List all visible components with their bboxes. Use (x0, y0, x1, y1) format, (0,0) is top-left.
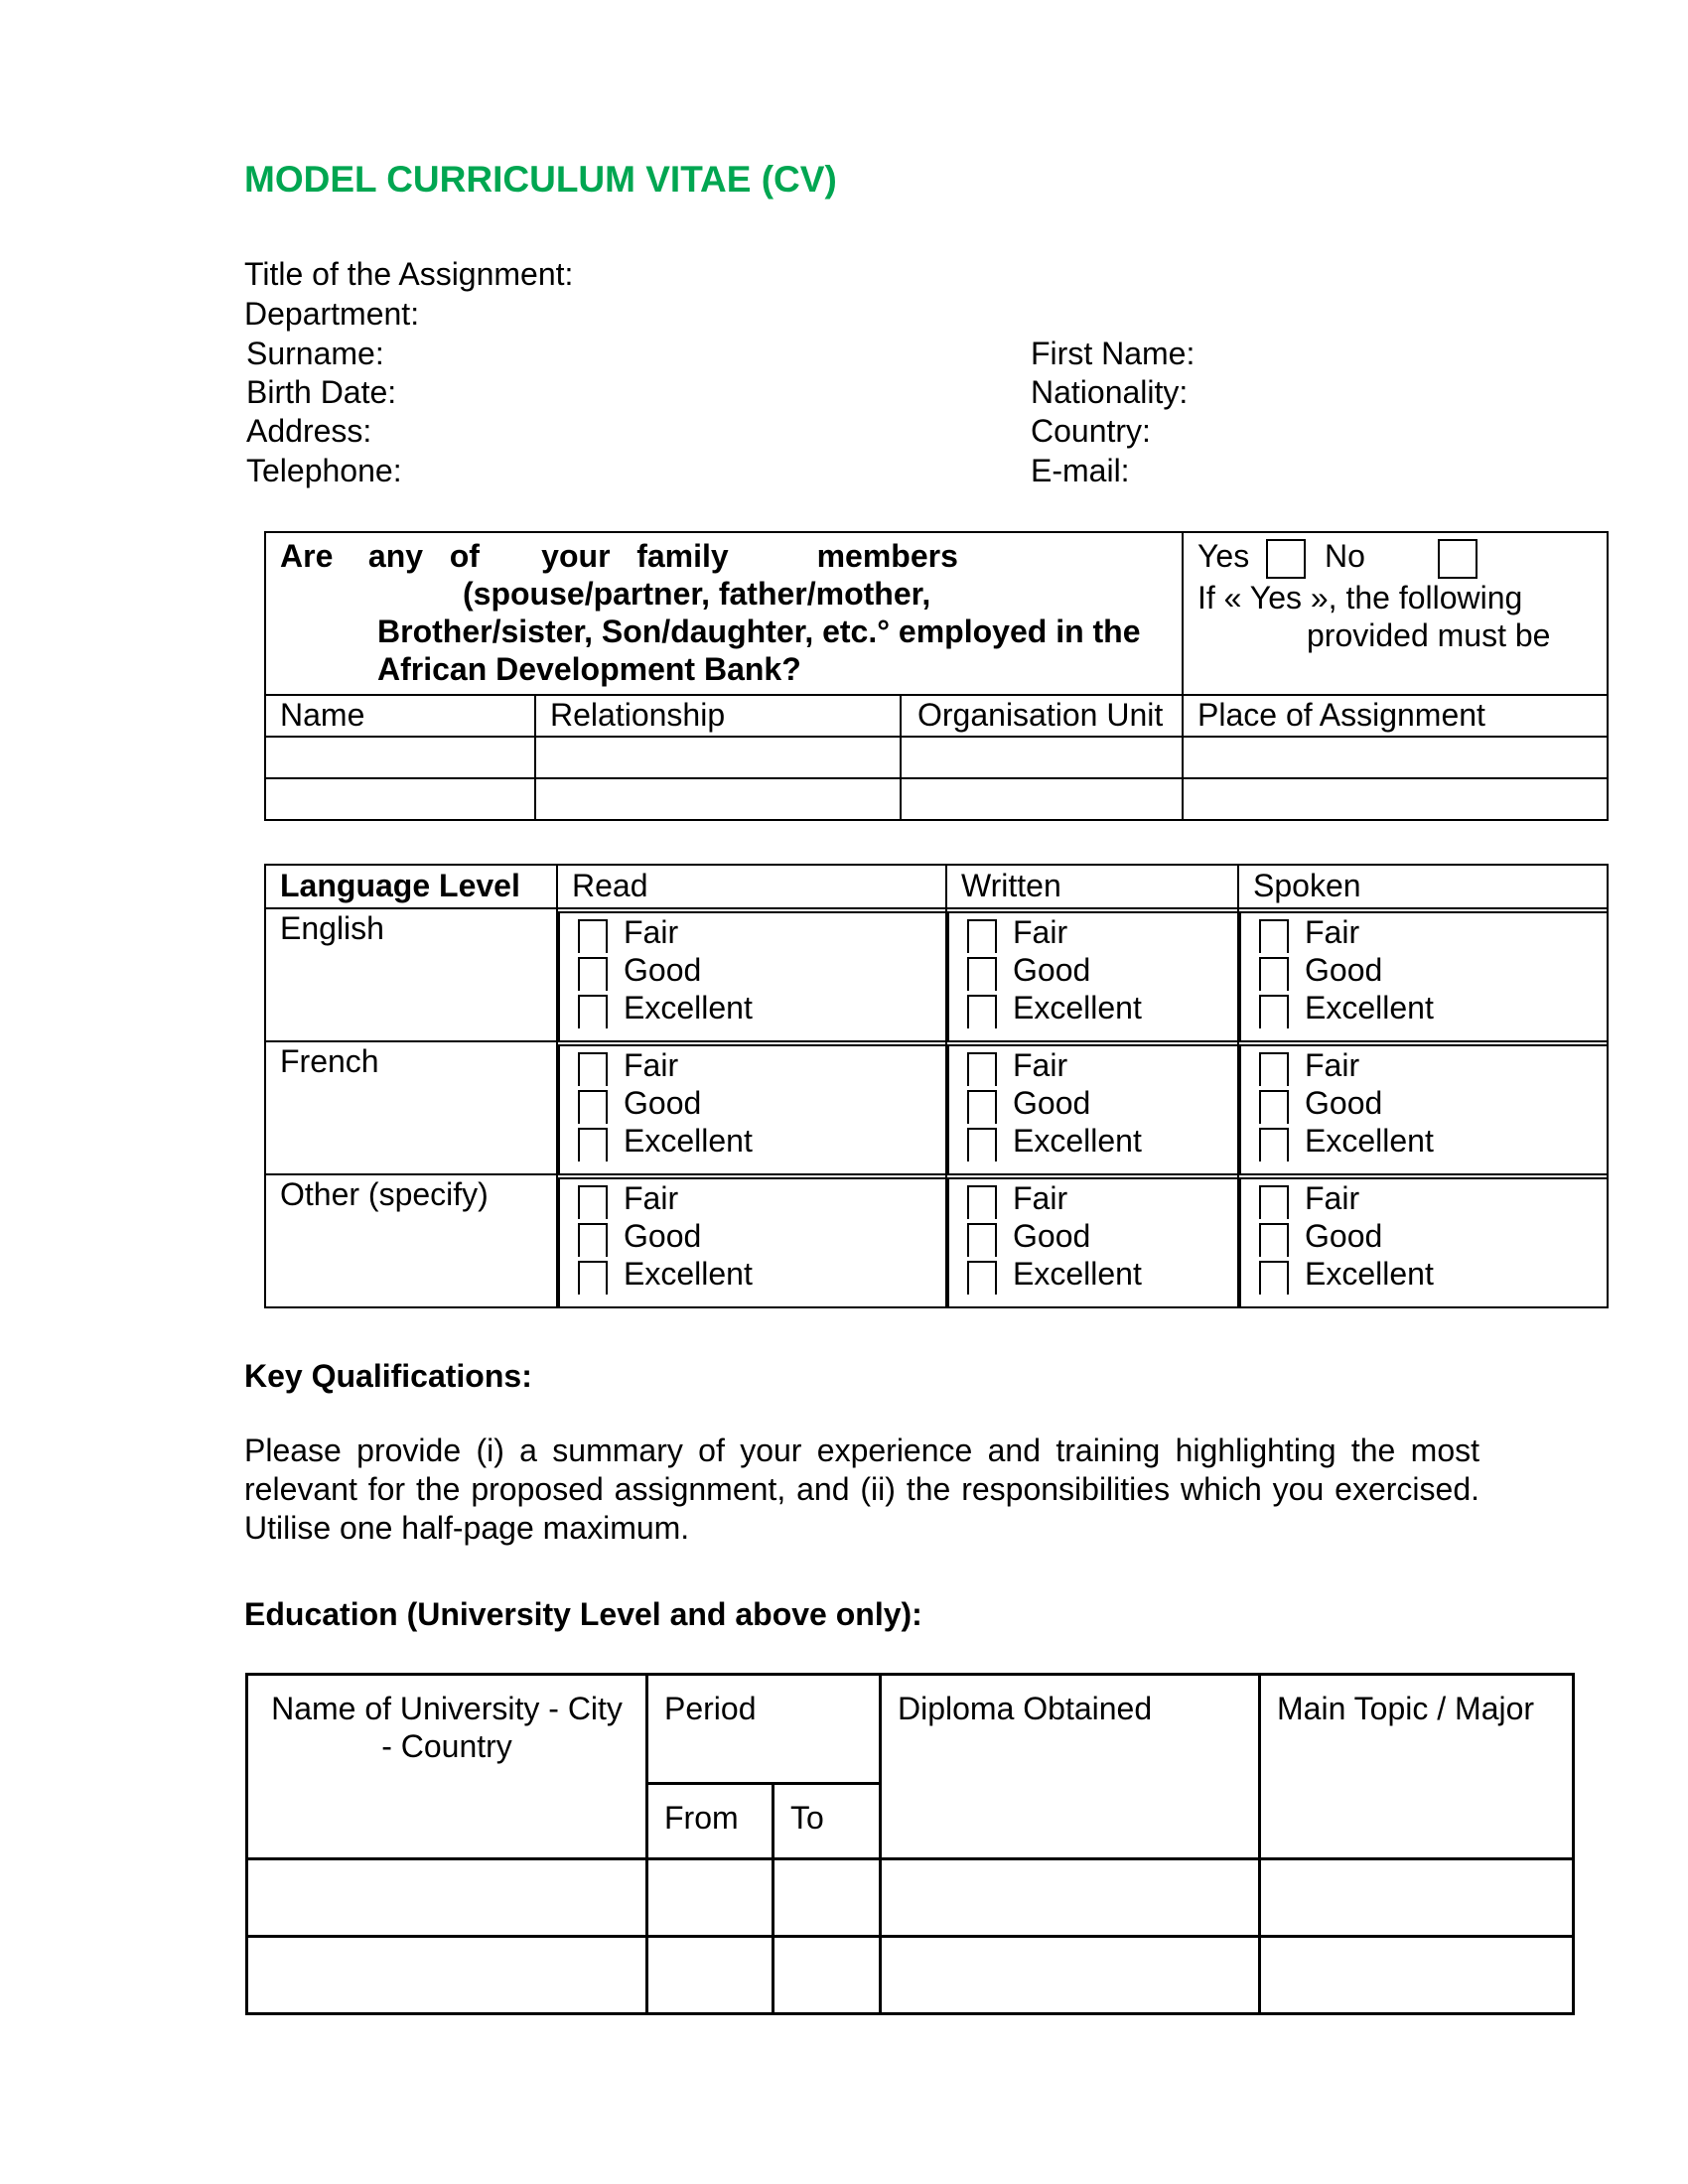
french-written-fair-checkbox[interactable] (967, 1052, 997, 1086)
col-diploma: Diploma Obtained (881, 1675, 1260, 1859)
surname-label: Surname: (246, 336, 384, 371)
col-relationship: Relationship (535, 695, 901, 737)
level-label: Excellent (1013, 990, 1142, 1025)
french-spoken-excellent-checkbox[interactable] (1259, 1128, 1289, 1161)
family-relationship-input[interactable] (535, 737, 901, 778)
birth-date-label: Birth Date: (246, 374, 397, 410)
english-read-excellent-checkbox[interactable] (578, 995, 608, 1028)
other-written-cell (946, 1174, 1238, 1307)
level-label: Excellent (1013, 1256, 1142, 1292)
family-relationship-input[interactable] (535, 778, 901, 820)
education-heading: Education (University Level and above only): (244, 1596, 922, 1632)
level-label: Good (1305, 1218, 1383, 1254)
first-name-label: First Name: (1031, 336, 1196, 371)
nationality-label: Nationality: (1031, 374, 1189, 410)
english-written-excellent-checkbox[interactable] (967, 995, 997, 1028)
yes-checkbox[interactable] (1266, 539, 1306, 579)
other-read-fair-checkbox[interactable] (578, 1185, 608, 1219)
english-spoken-fair-checkbox[interactable] (1259, 919, 1289, 953)
french-written-excellent-checkbox[interactable] (967, 1128, 997, 1161)
assignment-label: Title of the Assignment: (244, 256, 574, 292)
level-label: Good (1013, 1085, 1091, 1121)
family-name-input[interactable] (265, 737, 535, 778)
family-place-input[interactable] (1183, 778, 1608, 820)
english-read-fair-checkbox[interactable] (578, 919, 608, 953)
telephone-label: Telephone: (246, 453, 402, 488)
family-question-line3: Brother/sister, Son/daughter, etc.° employed in the (377, 614, 1141, 649)
level-label: Good (624, 952, 702, 988)
email-label: E-mail: (1031, 453, 1130, 488)
french-written-good-checkbox[interactable] (967, 1090, 997, 1124)
language-level-table (264, 864, 1609, 1308)
address-label: Address: (246, 413, 372, 449)
family-note-line1: If « Yes », the following (1197, 579, 1523, 615)
col-read: Read (557, 865, 946, 908)
family-unit-input[interactable] (901, 737, 1183, 778)
french-read-fair-checkbox[interactable] (578, 1052, 608, 1086)
family-question-line2: (spouse/partner, father/mother, (463, 576, 931, 612)
level-label: Excellent (624, 1256, 753, 1292)
other-read-excellent-checkbox[interactable] (578, 1261, 608, 1295)
language-level-header: Language Level (265, 865, 557, 908)
level-label: Good (1305, 1085, 1383, 1121)
other-spoken-fair-checkbox[interactable] (1259, 1185, 1289, 1219)
family-members-table (264, 531, 1609, 821)
level-label: Good (624, 1218, 702, 1254)
english-written-good-checkbox[interactable] (967, 957, 997, 991)
english-written-cell (946, 908, 1238, 1041)
key-qualifications-heading: Key Qualifications: (244, 1358, 532, 1394)
level-label: Excellent (1305, 990, 1434, 1025)
other-written-fair-checkbox[interactable] (967, 1185, 997, 1219)
english-read-good-checkbox[interactable] (578, 957, 608, 991)
other-read-good-checkbox[interactable] (578, 1223, 608, 1257)
col-period: Period (647, 1675, 881, 1784)
french-read-good-checkbox[interactable] (578, 1090, 608, 1124)
level-label: Good (1013, 952, 1091, 988)
yes-label: Yes (1197, 538, 1250, 574)
family-question-line4: African Development Bank? (377, 651, 801, 687)
english-spoken-excellent-checkbox[interactable] (1259, 995, 1289, 1028)
col-university (247, 1675, 647, 1859)
col-spoken: Spoken (1238, 865, 1608, 908)
level-label: Good (1305, 952, 1383, 988)
french-spoken-good-checkbox[interactable] (1259, 1090, 1289, 1124)
french-spoken-fair-checkbox[interactable] (1259, 1052, 1289, 1086)
other-spoken-cell (1238, 1174, 1608, 1307)
level-label: Excellent (624, 1123, 753, 1159)
level-label: Fair (1013, 1047, 1068, 1083)
family-answer-cell (1183, 532, 1608, 695)
col-written: Written (946, 865, 1238, 908)
family-place-input[interactable] (1183, 737, 1608, 778)
page-title: MODEL CURRICULUM VITAE (CV) (244, 159, 837, 200)
edu-diploma-input[interactable] (881, 1937, 1260, 2014)
french-spoken-cell (1238, 1041, 1608, 1174)
edu-university-input[interactable] (247, 1937, 647, 2014)
family-unit-input[interactable] (901, 778, 1183, 820)
education-table (245, 1673, 1575, 2015)
level-label: Good (624, 1085, 702, 1121)
level-label: Excellent (624, 990, 753, 1025)
english-spoken-cell (1238, 908, 1608, 1041)
edu-diploma-input[interactable] (881, 1859, 1260, 1937)
no-label: No (1324, 538, 1365, 574)
level-label: Fair (624, 1047, 679, 1083)
english-read-cell (557, 908, 946, 1041)
other-spoken-excellent-checkbox[interactable] (1259, 1261, 1289, 1295)
level-label: Fair (1305, 914, 1360, 950)
edu-major-input[interactable] (1260, 1937, 1574, 2014)
edu-to-input[interactable] (774, 1859, 881, 1937)
col-to: To (774, 1784, 881, 1859)
level-label: Excellent (1305, 1123, 1434, 1159)
language-french: French (265, 1041, 557, 1174)
english-spoken-good-checkbox[interactable] (1259, 957, 1289, 991)
col-from: From (647, 1784, 774, 1859)
col-university-label: Name of University - City - Country (271, 1691, 623, 1764)
edu-major-input[interactable] (1260, 1859, 1574, 1937)
level-label: Fair (624, 1180, 679, 1216)
other-read-cell (557, 1174, 946, 1307)
language-other: Other (specify) (265, 1174, 557, 1307)
other-written-excellent-checkbox[interactable] (967, 1261, 997, 1295)
key-qualifications-text: Please provide (i) a summary of your experience and training highlighting the most relevant for the proposed assignment, and (ii) the responsibilities which you exercised. Utilise one half-page maximum. (244, 1433, 1479, 1546)
level-label: Excellent (1305, 1256, 1434, 1292)
french-read-excellent-checkbox[interactable] (578, 1128, 608, 1161)
no-checkbox[interactable] (1438, 539, 1477, 579)
level-label: Fair (1013, 1180, 1068, 1216)
french-read-cell (557, 1041, 946, 1174)
family-name-input[interactable] (265, 778, 535, 820)
level-label: Fair (1305, 1180, 1360, 1216)
level-label: Excellent (1013, 1123, 1142, 1159)
edu-from-input[interactable] (647, 1859, 774, 1937)
other-written-good-checkbox[interactable] (967, 1223, 997, 1257)
language-english: English (265, 908, 557, 1041)
french-written-cell (946, 1041, 1238, 1174)
col-name: Name (265, 695, 535, 737)
department-label: Department: (244, 296, 420, 332)
family-question-cell (265, 532, 1183, 695)
edu-university-input[interactable] (247, 1859, 647, 1937)
level-label: Fair (624, 914, 679, 950)
edu-to-input[interactable] (774, 1937, 881, 2014)
other-spoken-good-checkbox[interactable] (1259, 1223, 1289, 1257)
col-place-of-assignment: Place of Assignment (1183, 695, 1608, 737)
col-major: Main Topic / Major (1260, 1675, 1574, 1859)
edu-from-input[interactable] (647, 1937, 774, 2014)
family-question-line1: Are any of your family members (280, 538, 958, 574)
country-label: Country: (1031, 413, 1151, 449)
family-note-line2: provided must be (1307, 616, 1551, 653)
level-label: Fair (1013, 914, 1068, 950)
english-written-fair-checkbox[interactable] (967, 919, 997, 953)
level-label: Good (1013, 1218, 1091, 1254)
level-label: Fair (1305, 1047, 1360, 1083)
col-organisation-unit: Organisation Unit (901, 695, 1183, 737)
